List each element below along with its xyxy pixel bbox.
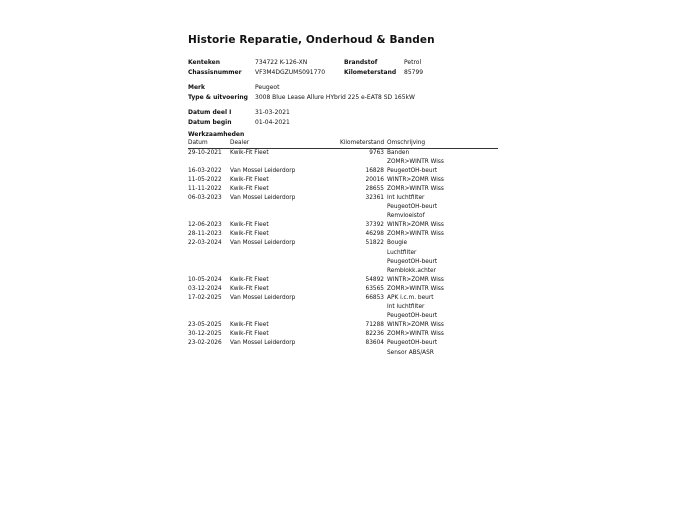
table-row [188,312,498,321]
table-row [188,303,498,312]
brandstof-label: Brandstof [344,59,378,66]
chassis-label: Chassisnummer [188,68,242,76]
cell-dealer: Kwik-Fit Fleet [230,222,269,229]
table-row [188,149,498,158]
brandstof-value: Petrol [404,59,422,66]
cell-dealer: Van Mossel Leiderdorp [230,340,296,347]
cell-dealer: Kwik-Fit Fleet [230,231,269,238]
table-body [188,149,498,358]
cell-omschrijving: Int luchtfilter [387,194,425,201]
table-header [188,139,498,149]
info-row-kenteken [188,58,498,68]
cell-date: 28-11-2023 [188,231,222,238]
chassis-value: VF3M4DGZUMS091770 [255,68,326,76]
cell-dealer: Van Mossel Leiderdorp [230,240,296,247]
cell-kilometerstand: 9763 [369,149,384,156]
werkzaamheden-heading: Werkzaamheden [188,131,245,138]
cell-omschrijving: WINTR>ZOMR Wiss [387,322,444,329]
document [188,34,498,358]
datum-deel-label: Datum deel I [188,109,232,116]
table-row [188,258,498,267]
table-row [188,176,498,185]
cell-omschrijving: ZOMR>WINTR Wiss [387,285,444,292]
table-row [188,158,498,167]
cell-kilometerstand: 20016 [365,176,384,183]
cell-omschrijving: ZOMR>WINTR Wiss [387,231,444,238]
cell-dealer: Kwik-Fit Fleet [230,331,269,338]
cell-omschrijving: WINTR>ZOMR Wiss [387,222,444,229]
cell-omschrijving: ZOMR>WINTR Wiss [387,158,444,165]
cell-dealer: Kwik-Fit Fleet [230,276,269,283]
cell-kilometerstand: 63565 [365,285,384,292]
cell-kilometerstand: 32361 [365,194,384,201]
page-title: Historie Reparatie, Onderhoud & Banden [188,34,435,46]
table-row [188,330,498,339]
cell-date: 11-05-2022 [188,176,222,183]
table-row [188,221,498,230]
column-header-datum: Datum [188,140,208,146]
table-row [188,249,498,258]
cell-omschrijving: PeugeotOH-beurt [387,167,438,174]
table-row [188,239,498,248]
cell-date: 11-11-2022 [188,185,222,192]
cell-kilometerstand: 46298 [365,231,384,238]
cell-date: 23-02-2026 [188,340,222,347]
cell-dealer: Kwik-Fit Fleet [230,322,269,329]
cell-kilometerstand: 54892 [365,276,384,283]
cell-omschrijving: Luchtfilter [387,249,417,256]
merk-label: Merk [188,84,205,91]
cell-date: 17-02-2025 [188,295,222,301]
cell-date: 06-03-2023 [188,194,222,201]
cell-date: 22-03-2024 [188,240,222,247]
kilometerstand-label: Kilometerstand [344,68,397,76]
info-row-type [188,93,498,103]
type-label: Type & uitvoering [188,93,248,101]
cell-omschrijving: Remblokk.achter [387,267,437,274]
table-row [188,339,498,348]
kenteken-value: 734722 K-126-XN [255,59,308,66]
table-row [188,203,498,212]
kenteken-label: Kenteken [188,59,220,66]
cell-date: 30-12-2025 [188,331,222,338]
cell-date: 16-03-2022 [188,167,222,174]
cell-kilometerstand: 71288 [365,322,384,329]
cell-date: 29-10-2021 [188,149,222,156]
cell-omschrijving: Banden [387,149,410,156]
cell-kilometerstand: 28655 [365,185,384,192]
table-row [188,267,498,276]
cell-date: 10-05-2024 [188,276,222,283]
type-value: 3008 Blue Lease Allure HYbrid 225 e-EAT8 SD 165kW [255,93,415,101]
cell-kilometerstand: 16828 [365,167,384,174]
datum-begin-label: Datum begin [188,118,232,126]
column-header-omschrijving: Omschrijving [387,140,426,146]
table-row [188,321,498,330]
cell-omschrijving: PeugeotOH-beurt [387,204,438,211]
cell-dealer: Van Mossel Leiderdorp [230,295,296,301]
cell-omschrijving: PeugeotOH-beurt [387,258,438,265]
info-row-chassis [188,68,498,78]
cell-omschrijving: PeugeotOH-beurt [387,340,438,347]
cell-omschrijving: ZOMR>WINTR Wiss [387,185,444,192]
datum-begin-value: 01-04-2021 [255,118,290,126]
cell-omschrijving: Bougie [387,240,408,247]
cell-omschrijving: PeugeotOH-beurt [387,313,438,320]
kilometerstand-value: 85799 [404,68,424,76]
info-row-datum-deel [188,108,498,118]
cell-kilometerstand: 37392 [365,222,384,229]
cell-kilometerstand: 66853 [365,295,384,301]
table-row [188,230,498,239]
column-header-kilometerstand: Kilometerstand [340,140,385,146]
table-row [188,294,498,303]
column-header-dealer: Dealer [230,140,250,146]
cell-kilometerstand: 83604 [365,340,384,347]
cell-kilometerstand: 51822 [365,240,384,247]
cell-dealer: Kwik-Fit Fleet [230,149,269,156]
cell-omschrijving: Remvloeistof [387,213,425,220]
table-row [188,194,498,203]
info-row-merk [188,83,498,93]
table-row [188,167,498,176]
cell-omschrijving: Int luchtfilter [387,304,425,311]
cell-omschrijving: WINTR>ZOMR Wiss [387,176,444,183]
cell-dealer: Kwik-Fit Fleet [230,176,269,183]
cell-dealer: Van Mossel Leiderdorp [230,167,296,174]
cell-omschrijving: WINTR>ZOMR Wiss [387,276,444,283]
table-row [188,276,498,285]
cell-dealer: Kwik-Fit Fleet [230,285,269,292]
table-row [188,212,498,221]
cell-date: 03-12-2024 [188,285,222,292]
cell-dealer: Van Mossel Leiderdorp [230,194,296,201]
cell-omschrijving: ZOMR>WINTR Wiss [387,331,444,338]
cell-kilometerstand: 82236 [365,331,384,338]
werkzaamheden-table [188,139,498,358]
cell-dealer: Kwik-Fit Fleet [230,185,269,192]
table-row [188,285,498,294]
cell-date: 12-06-2023 [188,222,222,229]
table-row [188,349,498,358]
cell-date: 23-05-2025 [188,322,222,329]
datum-deel-value: 31-03-2021 [255,109,290,116]
cell-omschrijving: Sensor ABS/ASR [387,349,434,356]
info-row-datum-begin [188,118,498,128]
table-row [188,185,498,194]
merk-value: Peugeot [255,84,280,91]
cell-omschrijving: APK i.c.m. beurt [387,295,434,301]
